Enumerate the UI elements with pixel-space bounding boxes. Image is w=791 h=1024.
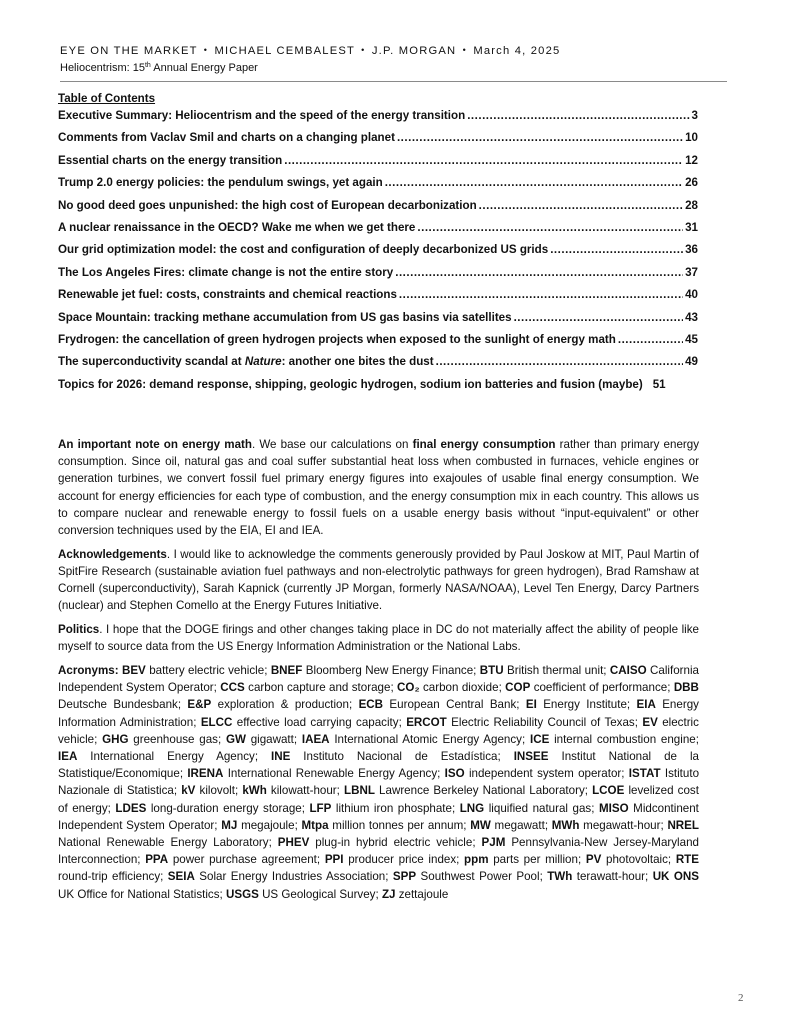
toc-leader-dots [436,355,684,368]
acronym-term: SPP [392,870,417,884]
toc-leader-dots [514,311,684,324]
toc-leader-dots [395,266,683,279]
acronym-definition: plug-in hybrid electric vehicle [315,835,473,849]
acronym-term: CO₂ [397,681,420,695]
acronym-definition: megajoule [241,818,295,832]
acronym-definition: Bloomberg New Energy Finance [305,663,474,677]
acronym-definition: terawatt-hour [576,870,646,884]
toc-page-number: 36 [685,243,698,257]
toc-entry-title: The superconductivity scandal at Nature: another one bites the dust [58,355,434,369]
toc-entry[interactable] [58,131,698,153]
acronym-definition: UK Office for National Statistics [58,887,220,901]
acronym-term: SEIA [167,870,195,884]
acronym-definition: Midcontinent Independent System Operator [58,801,699,832]
acronyms-label: Acronyms: [58,663,119,677]
toc-entry[interactable] [58,221,698,243]
toc-entry-title: Renewable jet fuel: costs, constraints and chemical reactions [58,288,397,302]
toc-page-number: 49 [685,355,698,369]
acronym-definition: Solar Energy Industries Association [199,870,386,884]
toc-entry-title: Essential charts on the energy transition [58,153,283,167]
acronym-term: ZJ [381,887,396,901]
toc-entry[interactable] [58,355,698,377]
acronym-term: LFP [309,801,332,815]
acronym-term: EIA [636,698,656,712]
toc-entry-title: The Los Angeles Fires: climate change is not the entire story [58,265,394,279]
toc-entry[interactable] [58,266,698,288]
acronym-term: Mtpa [301,818,329,832]
document-subtitle: Heliocentrism: 15th Annual Energy Paper [60,62,258,74]
acronym-definition: International Renewable Energy Agency [227,767,438,781]
acronym-term: UK ONS [652,870,699,884]
energy-math-note: An important note on energy math. We base our calculations on final energy consumption rather than primary energy consumption. Since oil, natural gas and coal suffer substantial heat loss when combusted in furnaces, vehicle engines or generation turbines, we convert fossil fuel primary energy figures into exajoules of usable final energy consumption. We account for energy efficiencies for each type of combustion, and the energy consumption mix in each country. This allows us to compare nuclear and renewable energy to fossil fuels on a usable energy basis without “input-equivalent” or other conversion techniques used by the EIA, EI and IEA. [58,438,700,538]
acronym-definition: US Geological Survey [262,887,376,901]
table-of-contents [58,91,698,400]
acronym-definition: Energy Institute [543,698,627,712]
acronym-term: ISO [444,767,465,781]
toc-entry[interactable] [58,199,698,221]
acronym-term: USGS [225,887,259,901]
publication-date: March 4, 2025 [473,45,561,57]
acronym-definition: Pennsylvania-New Jersey-Maryland Interconnection [58,835,699,867]
acronym-term: kWh [242,784,267,798]
acronym-definition: carbon capture and storage [248,681,391,695]
acronym-definition: Istituto Nazionale di Statistica [58,767,700,798]
acronym-definition: levelized cost of energy [58,784,699,815]
acknowledgements-paragraph: Acknowledgements. I would like to acknowledge the comments generously provided by Paul Joskow at MIT, Paul Martin of SpitFire Research (sustainable aviation fuel pathways and non-electrolytic pathways for green hydrogen), Brad Ramshaw at Cornell (superconductivity), Sarah Kapnick (currently JP Morgan, formerly NASA/NOAA), Level Ten Energy, Darcy Partners (nuclear) and Stephen Comello at the Energy Futures Initiative. [58,547,699,613]
toc-leader-dots [399,288,683,301]
acronym-term: INSEE [513,749,549,763]
acronym-definition: National Renewable Energy Laboratory [58,835,269,849]
header-line [60,42,727,59]
toc-leader-dots [618,333,683,346]
acronym-definition: effective load carrying capacity [236,715,399,729]
acronym-term: ICE [529,732,550,746]
acronym-definition: power purchase agreement [172,853,317,867]
acronym-term: E&P [187,698,212,712]
acronym-definition: International Atomic Energy Agency [334,732,522,746]
acronym-definition: long-duration energy storage [150,801,302,815]
acronym-definition: Lawrence Berkeley National Laboratory [379,784,585,798]
acronym-term: PJM [481,835,506,849]
acronym-definition: California Independent System Operator [58,663,699,695]
acronym-term: BTU [479,663,504,677]
acronym-term: PV [585,853,602,867]
acronym-term: ERCOT [406,715,447,729]
acronym-term: EV [642,715,658,729]
acronyms-paragraph: Acronyms: BEV battery electric vehicle; BNEF Bloomberg New Energy Finance; BTU British thermal unit; CAISO California Independent System Operator; CCS carbon capture and storage; CO₂ carbon dioxide; COP coefficient of performance; DBB Deutsche Bundesbank; E&P exploration & production; ECB European Central Bank; EI Energy Institute; EIA Energy Information Administration; ELCC effective load carrying capacity; ERCOT Electric Reliability Council of Texas; EV electric vehicle; GHG greenhouse gas; GW gigawatt; IAEA International Atomic Energy Agency; ICE internal combustion engine; IEA International Energy Agency; INE Instituto Nacional de Estadística; INSEE Institut National de la Statistique/Economique; IRENA International Renewable Energy Agency; ISO independent system operator; ISTAT Istituto Nazionale di Statistica; kV kilovolt; kWh kilowatt-hour; LBNL Lawrence Berkeley National Laboratory; LCOE levelized cost of energy; LDES long-duration energy storage; LFP lithium iron phosphate; LNG liquified natural gas; MISO Midcontinent Independent System Operator; MJ megajoule; Mtpa million tonnes per annum; MW megawatt; MWh megawatt-hour; NREL National Renewable Energy Laboratory; PHEV plug-in hybrid electric vehicle; PJM Pennsylvania-New Jersey-Maryland Interconnection; PPA power purchase agreement; PPI producer price index; ppm parts per million; PV photovoltaic; RTE round-trip efficiency; SEIA Solar Energy Industries Association; SPP Southwest Power Pool; TWh terawatt-hour; UK ONS UK Office for National Statistics; USGS US Geological Survey; ZJ zettajoule [58,663,700,901]
toc-page-number: 45 [685,332,698,346]
acronym-term: EI [525,698,537,712]
acronym-term: ECB [358,698,384,712]
acronym-term: IAEA [301,732,330,746]
toc-page-number: 26 [685,176,698,190]
acronym-term: MISO [598,801,629,815]
toc-entry[interactable] [58,243,698,265]
toc-leader-dots [385,176,683,189]
acronym-term: PPI [324,853,344,867]
acronym-definition: lithium iron phosphate [335,801,452,815]
toc-page-number: 43 [685,310,698,324]
toc-page-number: 37 [685,265,698,279]
toc-entry[interactable] [58,109,698,131]
acronym-definition: European Central Bank [389,698,517,712]
author-name: MICHAEL CEMBALEST [214,45,355,57]
acronym-definition: megawatt [494,818,545,832]
toc-entry-title: Our grid optimization model: the cost and configuration of deeply decarbonized US grids [58,243,549,257]
acronym-definition: Southwest Power Pool [420,870,540,884]
acronym-definition: Institut National de la Statistique/Economique [58,749,699,781]
acronym-term: MWh [551,818,580,832]
acronym-term: INE [271,749,291,763]
acronym-term: COP [505,681,531,695]
acronym-term: TWh [547,870,573,884]
toc-entry-title: Frydrogen: the cancellation of green hydrogen projects when exposed to the sunlight of energy math [58,332,616,346]
page-header [60,42,727,76]
toc-page-number: 10 [685,131,698,145]
toc-leader-dots [467,109,689,122]
acronym-definition: round-trip efficiency [58,870,161,884]
toc-entry-title: Space Mountain: tracking methane accumulation from US gas basins via satellites [58,310,512,324]
acronym-definition: kilovolt [199,784,235,798]
toc-leader-dots [284,154,683,167]
acronym-term: LNG [459,801,485,815]
acronym-term: GW [225,732,246,746]
acronym-definition: coefficient of performance [533,681,668,695]
toc-page-number: 31 [685,220,698,234]
acronym-term: ISTAT [628,767,661,781]
firm-name: J.P. MORGAN [371,45,457,57]
toc-entry-title: Executive Summary: Heliocentrism and the speed of the energy transition [58,109,466,122]
toc-title: Table of Contents [58,92,156,105]
toc-entry-title: Topics for 2026: demand response, shipping, geologic hydrogen, sodium ion batteries and fusion (maybe) [58,377,643,391]
acronym-term: LDES [115,801,147,815]
acronym-term: CCS [220,681,245,695]
acronym-term: MJ [221,818,238,832]
acronym-definition: megawatt-hour [583,818,661,832]
acronym-definition: internal combustion engine [554,732,696,746]
toc-entry[interactable] [58,288,698,310]
header-divider [60,81,727,82]
separator-dot: • [203,45,209,55]
toc-entry[interactable] [58,311,698,333]
acronym-definition: zettajoule [398,887,449,901]
acronym-term: BNEF [270,663,303,677]
politics-paragraph: Politics. I hope that the DOGE firings and other changes taking place in DC do not materially affect the ability of people like myself to source data from the US Energy Information Administration or the National Labs. [58,623,699,654]
acronym-term: PPA [145,853,169,867]
acronym-term: IRENA [187,767,224,781]
acronym-term: ELCC [200,715,233,729]
acronym-term: RTE [675,853,699,867]
acronym-term: LBNL [344,784,375,798]
toc-list [58,109,698,400]
separator-dot: • [462,45,467,55]
acronym-definition: producer price index [348,853,457,867]
acronym-term: MW [470,818,491,832]
acronym-term: DBB [673,681,699,695]
acronym-definition: battery electric vehicle [149,663,265,677]
toc-entry-title: Trump 2.0 energy policies: the pendulum swings, yet again [58,176,383,190]
page-body [58,436,699,903]
toc-leader-dots [417,221,683,234]
acronym-definition: independent system operator [468,767,622,781]
acronym-definition: liquified natural gas [488,801,592,815]
acronym-definition: gigawatt [250,732,294,746]
acronym-definition: British thermal unit [506,663,604,677]
acronym-definition: exploration & production [217,698,349,712]
acronym-term: CAISO [609,663,647,677]
toc-leader-dots [397,131,683,144]
acronym-definition: kilowatt-hour [270,784,337,798]
acronym-definition: million tonnes per annum [332,818,464,832]
toc-page-number: 3 [691,109,698,122]
toc-leader-dots [550,243,683,256]
page-number: 2 [738,992,744,1004]
separator-dot: • [361,45,366,55]
toc-page-number: 51 [652,377,666,391]
toc-page-number: 40 [685,288,698,302]
acronym-term: IEA [58,749,78,763]
toc-entry[interactable] [58,176,698,198]
toc-page-number: 12 [685,153,698,167]
toc-entry[interactable] [58,378,698,400]
acronym-term: GHG [102,732,129,746]
acronym-definition: International Energy Agency [90,749,255,763]
acronym-term: PHEV [277,835,310,849]
toc-leader-dots [479,199,683,212]
toc-entry-title: Comments from Vaclav Smil and charts on a changing planet [58,131,395,145]
acronym-definition: Deutsche Bundesbank [58,698,178,712]
publication-name: EYE ON THE MARKET [60,45,198,57]
toc-entry-title: No good deed goes unpunished: the high cost of European decarbonization [58,198,477,212]
acronym-definition: photovoltaic [606,853,668,867]
toc-entry-title: A nuclear renaissance in the OECD? Wake me when we get there [58,220,416,234]
toc-entry[interactable] [58,333,698,355]
acronym-definition: greenhouse gas [133,732,218,746]
acronym-term: NREL [667,818,699,832]
acronym-definition: Energy Information Administration [58,698,699,729]
acronym-definition: electric vehicle [58,715,699,746]
acronym-definition: Instituto Nacional de Estadística [303,749,498,763]
acronym-term: ppm [464,853,489,867]
acronym-term: kV [181,784,196,798]
acronym-definition: Electric Reliability Council of Texas [451,715,635,729]
acronym-term: BEV [121,663,146,677]
acronym-definition: carbon dioxide [422,681,499,695]
toc-entry[interactable] [58,154,698,176]
toc-page-number: 28 [685,198,698,212]
acronym-term: LCOE [592,784,625,798]
acronym-definition: parts per million [493,853,578,867]
